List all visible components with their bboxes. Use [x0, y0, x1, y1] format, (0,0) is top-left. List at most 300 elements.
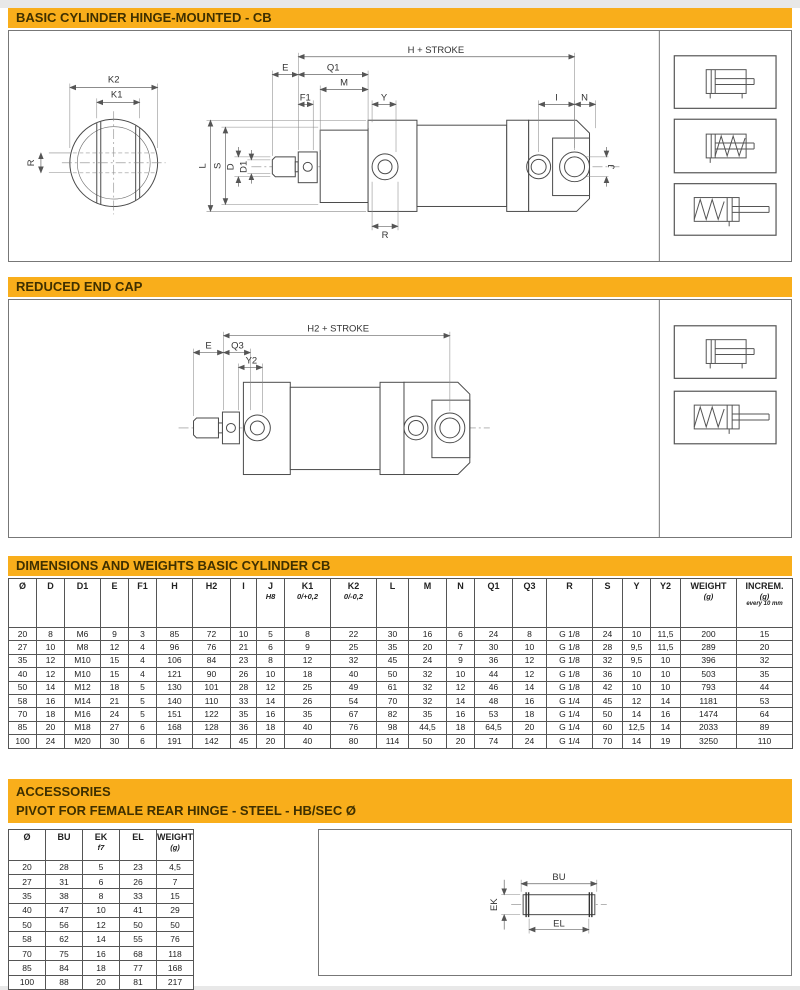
table-cell: 58: [9, 694, 37, 707]
table-cell: 36: [593, 668, 623, 681]
table-cell: 38: [46, 889, 83, 903]
table-cell: 12: [37, 668, 65, 681]
table-cell: 503: [681, 668, 737, 681]
table-cell: 12,5: [623, 721, 651, 734]
table-cell: 53: [475, 708, 513, 721]
dim-label-e2: E: [205, 340, 212, 352]
table-cell: 7: [157, 874, 194, 888]
table-cell: 12: [37, 654, 65, 667]
table-cell: 28: [46, 860, 83, 874]
table-cell: 6: [129, 735, 157, 748]
table-row: [9, 874, 194, 888]
col-header-1: D: [37, 579, 65, 628]
reduced-end-cap-panel: [8, 299, 792, 538]
table-cell: 44: [737, 681, 793, 694]
table-cell: 62: [46, 932, 83, 946]
table-cell: G 1/4: [547, 708, 593, 721]
table-cell: G 1/4: [547, 694, 593, 707]
dim-label-r-front: R: [25, 159, 37, 167]
dim-label-ek: EK: [489, 897, 501, 911]
table-cell: 28: [231, 681, 257, 694]
table-cell: 50: [9, 681, 37, 694]
symbol-single-acting-spring-return-icon: [674, 119, 776, 173]
table-cell: 54: [331, 694, 377, 707]
table-cell: 110: [193, 694, 231, 707]
col-header-12: M: [409, 579, 447, 628]
table-row: [9, 932, 194, 946]
col-header-21: INCREM. (g) every 10 mm: [737, 579, 793, 628]
col-header-16: R: [547, 579, 593, 628]
table-cell: 40: [9, 903, 46, 917]
table-cell: 70: [9, 708, 37, 721]
table-cell: 114: [377, 735, 409, 748]
table-cell: 85: [9, 721, 37, 734]
table-cell: 85: [157, 628, 193, 641]
table-cell: 12: [623, 694, 651, 707]
col-header-0: Ø: [9, 579, 37, 628]
table-cell: 47: [46, 903, 83, 917]
table-cell: 27: [9, 641, 37, 654]
table-cell: 217: [157, 975, 194, 989]
table-cell: 10: [651, 681, 681, 694]
table-cell: 35: [9, 889, 46, 903]
dim-label-k1: K1: [110, 89, 123, 101]
table-cell: G 1/8: [547, 668, 593, 681]
table-cell: 25: [285, 681, 331, 694]
table-cell: 11,5: [651, 628, 681, 641]
table-cell: 35: [737, 668, 793, 681]
table-cell: 70: [9, 946, 46, 960]
table-cell: 82: [377, 708, 409, 721]
table-cell: 15: [101, 668, 129, 681]
table-row: [9, 708, 793, 721]
dim-label-el: EL: [553, 918, 565, 930]
table-cell: 11,5: [651, 641, 681, 654]
table-row: [9, 735, 793, 748]
table-cell: 168: [157, 961, 194, 975]
table-cell: 10: [651, 668, 681, 681]
table-cell: 50: [157, 918, 194, 932]
table-cell: 44: [475, 668, 513, 681]
table-cell: 33: [120, 889, 157, 903]
table-cell: 14: [37, 681, 65, 694]
header-row: [9, 579, 793, 628]
table-cell: M10: [65, 654, 101, 667]
table-cell: 29: [157, 903, 194, 917]
table-cell: 20: [409, 641, 447, 654]
table-row: [9, 641, 793, 654]
table-cell: M10: [65, 668, 101, 681]
table-row: [9, 903, 194, 917]
table-cell: 8: [37, 628, 65, 641]
table-cell: 6: [257, 641, 285, 654]
table-cell: 6: [83, 874, 120, 888]
header-row: [9, 829, 194, 860]
table-cell: 20: [257, 735, 285, 748]
col-header-13: N: [447, 579, 475, 628]
dim-label-y2: Y2: [245, 355, 258, 367]
table-cell: 74: [475, 735, 513, 748]
col-header-1: BU: [46, 829, 83, 860]
table-cell: 10: [257, 668, 285, 681]
table-cell: 40: [331, 668, 377, 681]
section-accessories-title-bar: [8, 779, 792, 823]
table-cell: 3: [129, 628, 157, 641]
table-cell: 24: [475, 628, 513, 641]
table-cell: 31: [46, 874, 83, 888]
table-cell: 36: [475, 654, 513, 667]
side-view: [179, 324, 490, 475]
table-cell: 22: [331, 628, 377, 641]
table-cell: 96: [157, 641, 193, 654]
col-header-8: J H8: [257, 579, 285, 628]
table-cell: 50: [120, 918, 157, 932]
table-cell: 20: [513, 721, 547, 734]
dim-label-n: N: [581, 92, 588, 104]
table-cell: 40: [285, 721, 331, 734]
table-cell: 10: [37, 641, 65, 654]
table-cell: 81: [120, 975, 157, 989]
table-cell: 67: [331, 708, 377, 721]
table-cell: 10: [231, 628, 257, 641]
table-cell: 27: [101, 721, 129, 734]
col-header-3: EL: [120, 829, 157, 860]
table-cell: 10: [623, 668, 651, 681]
table-cell: 68: [120, 946, 157, 960]
table-row: [9, 628, 793, 641]
table-cell: 24: [593, 628, 623, 641]
table-cell: 18: [285, 668, 331, 681]
table-cell: 18: [101, 681, 129, 694]
table-cell: 14: [513, 681, 547, 694]
table-cell: 110: [737, 735, 793, 748]
table-cell: 24: [513, 735, 547, 748]
table-cell: 50: [409, 735, 447, 748]
table-cell: 56: [46, 918, 83, 932]
table-cell: 6: [447, 628, 475, 641]
table-cell: M14: [65, 694, 101, 707]
table-cell: 9,5: [623, 654, 651, 667]
table-cell: 70: [377, 694, 409, 707]
table-cell: 76: [331, 721, 377, 734]
table-cell: 58: [9, 932, 46, 946]
table-cell: 42: [593, 681, 623, 694]
table-cell: 15: [101, 654, 129, 667]
table-cell: 10: [447, 668, 475, 681]
table-cell: 16: [409, 628, 447, 641]
table-row: [9, 721, 793, 734]
table-cell: 20: [37, 721, 65, 734]
table-cell: G 1/8: [547, 641, 593, 654]
table-cell: 30: [475, 641, 513, 654]
table-cell: 49: [331, 681, 377, 694]
table-cell: 84: [193, 654, 231, 667]
section-dimensions-title: DIMENSIONS AND WEIGHTS BASIC CYLINDER CB: [16, 558, 331, 573]
table-cell: G 1/8: [547, 681, 593, 694]
table-cell: 16: [37, 694, 65, 707]
table-cell: 21: [101, 694, 129, 707]
table-cell: 16: [651, 708, 681, 721]
table-cell: 8: [285, 628, 331, 641]
pivot-pin-drawing: [319, 830, 791, 976]
table-cell: 14: [651, 721, 681, 734]
reduced-end-cap-drawing: [9, 300, 791, 537]
pivot-drawing-panel: [318, 829, 792, 976]
table-cell: 70: [593, 735, 623, 748]
side-view: [197, 45, 619, 241]
table-cell: 5: [83, 860, 120, 874]
table-cell: 10: [513, 641, 547, 654]
table-row: [9, 654, 793, 667]
table-cell: 16: [513, 694, 547, 707]
table-cell: 20: [737, 641, 793, 654]
table-row: [9, 860, 194, 874]
table-cell: 1181: [681, 694, 737, 707]
catalog-page: [0, 8, 800, 986]
table-cell: 32: [409, 668, 447, 681]
table-cell: 18: [37, 708, 65, 721]
table-cell: 76: [157, 932, 194, 946]
table-cell: 36: [231, 721, 257, 734]
table-cell: 5: [129, 708, 157, 721]
table-cell: 45: [377, 654, 409, 667]
col-header-19: Y2: [651, 579, 681, 628]
col-header-9: K1 0/+0,2: [285, 579, 331, 628]
col-header-18: Y: [623, 579, 651, 628]
col-header-4: WEIGHT (g): [157, 829, 194, 860]
table-cell: 15: [737, 628, 793, 641]
table-cell: 23: [231, 654, 257, 667]
table-row: [9, 889, 194, 903]
col-header-4: F1: [129, 579, 157, 628]
table-cell: 32: [331, 654, 377, 667]
table-cell: 33: [231, 694, 257, 707]
basic-cylinder-panel: [8, 30, 792, 262]
table-cell: 12: [513, 654, 547, 667]
table-cell: 64: [737, 708, 793, 721]
table-cell: 18: [83, 961, 120, 975]
table-cell: 106: [157, 654, 193, 667]
table-cell: 9: [447, 654, 475, 667]
dim-label-bu: BU: [552, 871, 566, 883]
table-cell: 130: [157, 681, 193, 694]
table-cell: 14: [651, 694, 681, 707]
table-cell: 18: [447, 721, 475, 734]
table-cell: 30: [377, 628, 409, 641]
col-header-20: WEIGHT (g): [681, 579, 737, 628]
table-cell: 76: [193, 641, 231, 654]
table-cell: 8: [83, 889, 120, 903]
table-cell: 5: [257, 628, 285, 641]
table-cell: 101: [193, 681, 231, 694]
dim-label-j: J: [606, 164, 618, 170]
table-cell: 53: [737, 694, 793, 707]
dim-label-h2-stroke: H2 + STROKE: [307, 323, 370, 335]
accessories-title-line1: ACCESSORIES: [16, 783, 111, 799]
table-cell: 55: [120, 932, 157, 946]
table-cell: 45: [231, 735, 257, 748]
dim-label-m: M: [340, 77, 349, 89]
basic-cylinder-drawing: [9, 31, 791, 261]
dim-label-r-port: R: [381, 230, 389, 242]
table-cell: M12: [65, 681, 101, 694]
dim-label-l: L: [197, 163, 209, 169]
table-cell: 50: [9, 918, 46, 932]
table-cell: 18: [257, 721, 285, 734]
table-cell: 5: [129, 681, 157, 694]
col-header-2: D1: [65, 579, 101, 628]
col-header-0: Ø: [9, 829, 46, 860]
table-cell: 151: [157, 708, 193, 721]
table-cell: 6: [129, 721, 157, 734]
table-cell: 2033: [681, 721, 737, 734]
table-cell: 396: [681, 654, 737, 667]
dim-label-e: E: [282, 62, 289, 74]
table-cell: 4: [129, 641, 157, 654]
table-row: [9, 946, 194, 960]
table-cell: 200: [681, 628, 737, 641]
table-cell: 90: [193, 668, 231, 681]
table-cell: 32: [737, 654, 793, 667]
table-cell: 10: [651, 654, 681, 667]
table-cell: 84: [46, 961, 83, 975]
col-header-10: K2 0/-0,2: [331, 579, 377, 628]
table-cell: 14: [83, 932, 120, 946]
table-cell: 98: [377, 721, 409, 734]
table-cell: 46: [475, 681, 513, 694]
table-cell: 32: [593, 654, 623, 667]
dim-label-d1: D1: [238, 160, 250, 173]
table-cell: 20: [447, 735, 475, 748]
table-cell: 8: [257, 654, 285, 667]
table-cell: 26: [231, 668, 257, 681]
table-row: [9, 975, 194, 989]
table-cell: 41: [120, 903, 157, 917]
table-cell: 35: [9, 654, 37, 667]
table-cell: 35: [409, 708, 447, 721]
table-cell: 142: [193, 735, 231, 748]
table-cell: G 1/4: [547, 721, 593, 734]
table-cell: 23: [120, 860, 157, 874]
table-cell: 24: [37, 735, 65, 748]
dim-label-k2: K2: [107, 74, 120, 86]
table-cell: 12: [285, 654, 331, 667]
table-cell: 168: [157, 721, 193, 734]
symbol-single-acting-spring-extend-icon: [674, 184, 776, 236]
section-basic-title: BASIC CYLINDER HINGE-MOUNTED - CB: [16, 10, 272, 25]
table-cell: 60: [593, 721, 623, 734]
table-cell: 61: [377, 681, 409, 694]
table-cell: 10: [83, 903, 120, 917]
table-cell: 12: [257, 681, 285, 694]
col-header-11: L: [377, 579, 409, 628]
table-cell: 16: [83, 946, 120, 960]
table-cell: 85: [9, 961, 46, 975]
table-cell: 20: [9, 860, 46, 874]
front-view: [26, 75, 166, 215]
table-cell: 16: [257, 708, 285, 721]
symbol-double-acting-cylinder-icon: [674, 56, 776, 109]
table-cell: G 1/4: [547, 735, 593, 748]
table-cell: 48: [475, 694, 513, 707]
dim-label-y: Y: [380, 92, 388, 104]
section-reduced-title-bar: [8, 277, 792, 297]
table-cell: 40: [285, 735, 331, 748]
table-cell: 50: [593, 708, 623, 721]
table-cell: 35: [285, 708, 331, 721]
table-cell: M16: [65, 708, 101, 721]
table-cell: 14: [447, 694, 475, 707]
table-cell: 140: [157, 694, 193, 707]
table-cell: 35: [231, 708, 257, 721]
table-cell: 32: [409, 681, 447, 694]
table-cell: 100: [9, 735, 37, 748]
table-cell: 9: [101, 628, 129, 641]
section-reduced-title: REDUCED END CAP: [16, 279, 143, 294]
table-cell: 26: [285, 694, 331, 707]
table-cell: 5: [129, 694, 157, 707]
table-row: [9, 681, 793, 694]
dim-label-h-stroke: H + STROKE: [407, 44, 465, 56]
dim-label-s: S: [212, 162, 224, 169]
col-header-6: H2: [193, 579, 231, 628]
table-cell: 4,5: [157, 860, 194, 874]
table-cell: 19: [651, 735, 681, 748]
table-cell: 32: [409, 694, 447, 707]
table-cell: 12: [513, 668, 547, 681]
table-cell: 64,5: [475, 721, 513, 734]
symbol-single-acting-spring-extend-icon: [674, 391, 776, 444]
table-cell: 20: [9, 628, 37, 641]
dim-label-f1: F1: [299, 92, 311, 104]
dim-label-q3: Q3: [231, 340, 244, 352]
table-cell: 12: [101, 641, 129, 654]
table-cell: 20: [83, 975, 120, 989]
table-cell: 25: [331, 641, 377, 654]
table-row: [9, 961, 194, 975]
table-cell: 16: [447, 708, 475, 721]
table-cell: 4: [129, 654, 157, 667]
table-cell: G 1/8: [547, 628, 593, 641]
col-header-15: Q3: [513, 579, 547, 628]
table-cell: 72: [193, 628, 231, 641]
table-cell: 7: [447, 641, 475, 654]
table-cell: 88: [46, 975, 83, 989]
table-cell: 128: [193, 721, 231, 734]
table-cell: 30: [101, 735, 129, 748]
table-cell: 15: [157, 889, 194, 903]
table-cell: 8: [513, 628, 547, 641]
table-cell: 10: [623, 628, 651, 641]
table-cell: 1474: [681, 708, 737, 721]
col-header-5: H: [157, 579, 193, 628]
table-cell: 21: [231, 641, 257, 654]
symbol-double-acting-cylinder-icon: [674, 326, 776, 379]
table-cell: M18: [65, 721, 101, 734]
table-cell: 12: [83, 918, 120, 932]
table-cell: 9: [285, 641, 331, 654]
table-row: [9, 668, 793, 681]
table-cell: 77: [120, 961, 157, 975]
table-cell: 24: [101, 708, 129, 721]
section-basic-title-bar: [8, 8, 792, 28]
col-header-2: EK f7: [83, 829, 120, 860]
table-row: [9, 694, 793, 707]
table-cell: 75: [46, 946, 83, 960]
accessories-title-line2: PIVOT FOR FEMALE REAR HINGE - STEEL - HB/SEC Ø: [16, 802, 356, 818]
table-cell: 44,5: [409, 721, 447, 734]
table-cell: 18: [513, 708, 547, 721]
